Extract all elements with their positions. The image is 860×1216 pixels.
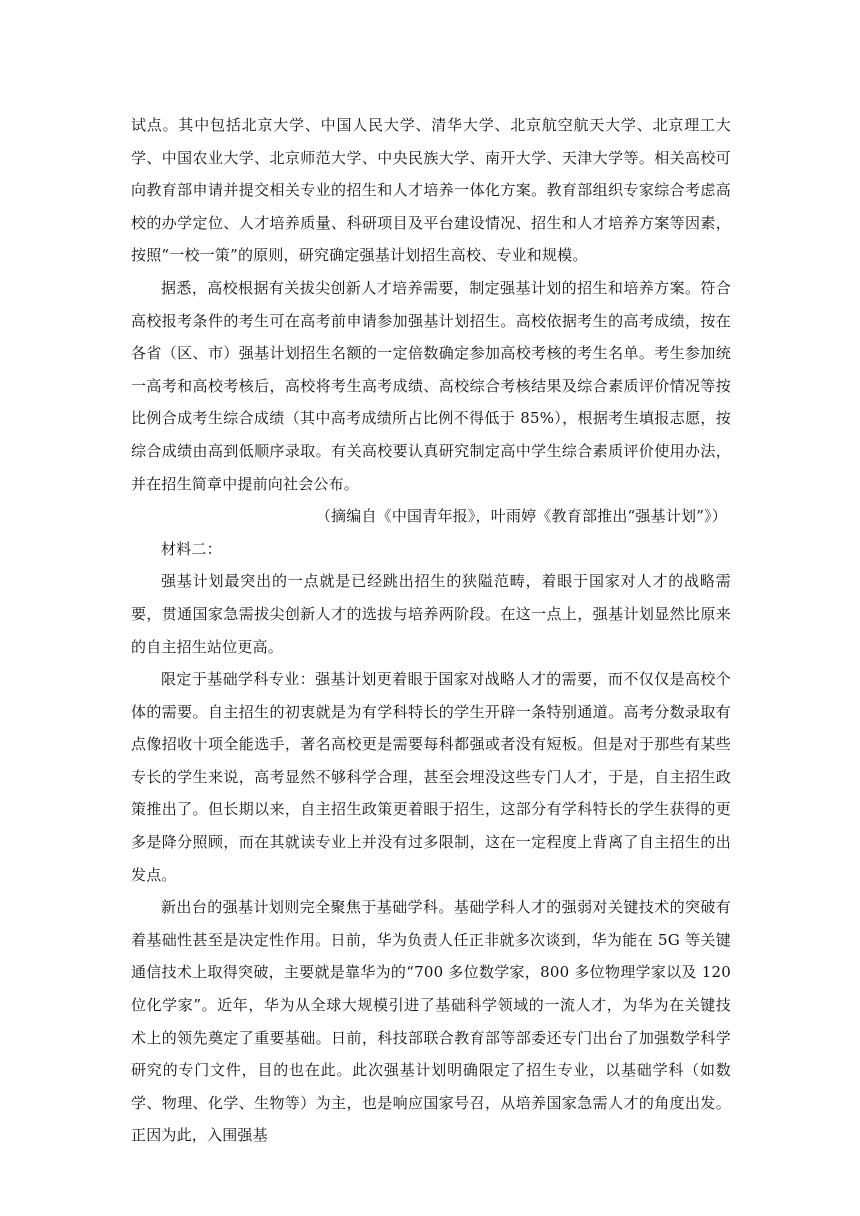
paragraph-material-two-2: 限定于基础学科专业：强基计划更着眼于国家对战略人才的需要，而不仅仅是高校个体的需要。自主招生的初衷就是为有学科特长的学生开辟一条特别通道。高考分数录取有点像招收十项全能选手，著名高校更是需要每科都强或者没有短板。但是对于那些有某些专长的学生来说，高考显然不够科学合理，甚至会埋没这些专门人才，于是，自主招生政策推出了。但长期以来，自主招生政策更着眼于招生，这部分有学科特长的学生获得的更多是降分照顾，而在其就读专业上并没有过多限制，这在一定程度上背离了自主招生的出发点。 — [131, 670, 731, 884]
paragraph-material-two-1: 强基计划最突出的一点就是已经跳出招生的狭隘范畴，着眼于国家对人才的战略需要，贯通国家急需拔尖创新人才的选拔与培养两阶段。在这一点上，强基计划显然比原来的自主招生站位更高。 — [131, 572, 731, 656]
paragraph-admission-process: 据悉，高校根据有关拔尖创新人才培养需要，制定强基计划的招生和培养方案。符合高校报考条件的考生可在高考前申请参加强基计划招生。高校依据考生的高考成绩，按在各省（区、市）强基计划招生名额的一定倍数确定参加高校考核的考生名单。考生参加统一高考和高校考核后，高校将考生高考成绩、高校综合考核结果及综合素质评价情况等按比例合成考生综合成绩（其中高考成绩所占比例不得低于 85%），根据考生填报志愿，按综合成绩由高到低顺序录取。有关高校要认真研究制定高中学生综合素质评价使用办法，并在招生简章中提前向社会公布。 — [131, 278, 731, 493]
paragraph-material-two-3: 新出台的强基计划则完全聚焦于基础学科。基础学科人才的强弱对关键技术的突破有着基础性甚至是决定性作用。日前，华为负责人任正非就多次谈到，华为能在 5G 等关键通信技术上取得突破，主要就是靠华为的“700 多位数学家，800 多位物理学家以及 120 位化学家”。近年，华为从全球大规模引进了基础科学领域的一流人才，为华为在关键技术上的领先奠定了重要基础。日前，科技部联合教育部等部委还专门出台了加强数学科学研究的专门文件，目的也在此。此次强基计划明确限定了招生专业，以基础学科（如数学、物理、化学、生物等）为主，也是响应国家号召，从培养国家急需人才的角度出发。正因为此，入围强基 — [131, 898, 731, 1145]
source-citation: （摘编自《中国青年报》，叶雨婷《教育部推出“强基计划”》） — [315, 507, 727, 526]
document-body — [131, 109, 731, 1152]
paragraph-continued: 试点。其中包括北京大学、中国人民大学、清华大学、北京航空航天大学、北京理工大学、中国农业大学、北京师范大学、中央民族大学、南开大学、天津大学等。相关高校可向教育部申请并提交相关专业的招生和人才培养一体化方案。教育部组织专家综合考虑高校的办学定位、人才培养质量、科研项目及平台建设情况、招生和人才培养方案等因素，按照“一校一策”的原则，研究确定强基计划招生高校、专业和规模。 — [131, 116, 731, 265]
material-two-label: 材料二： — [161, 539, 222, 558]
